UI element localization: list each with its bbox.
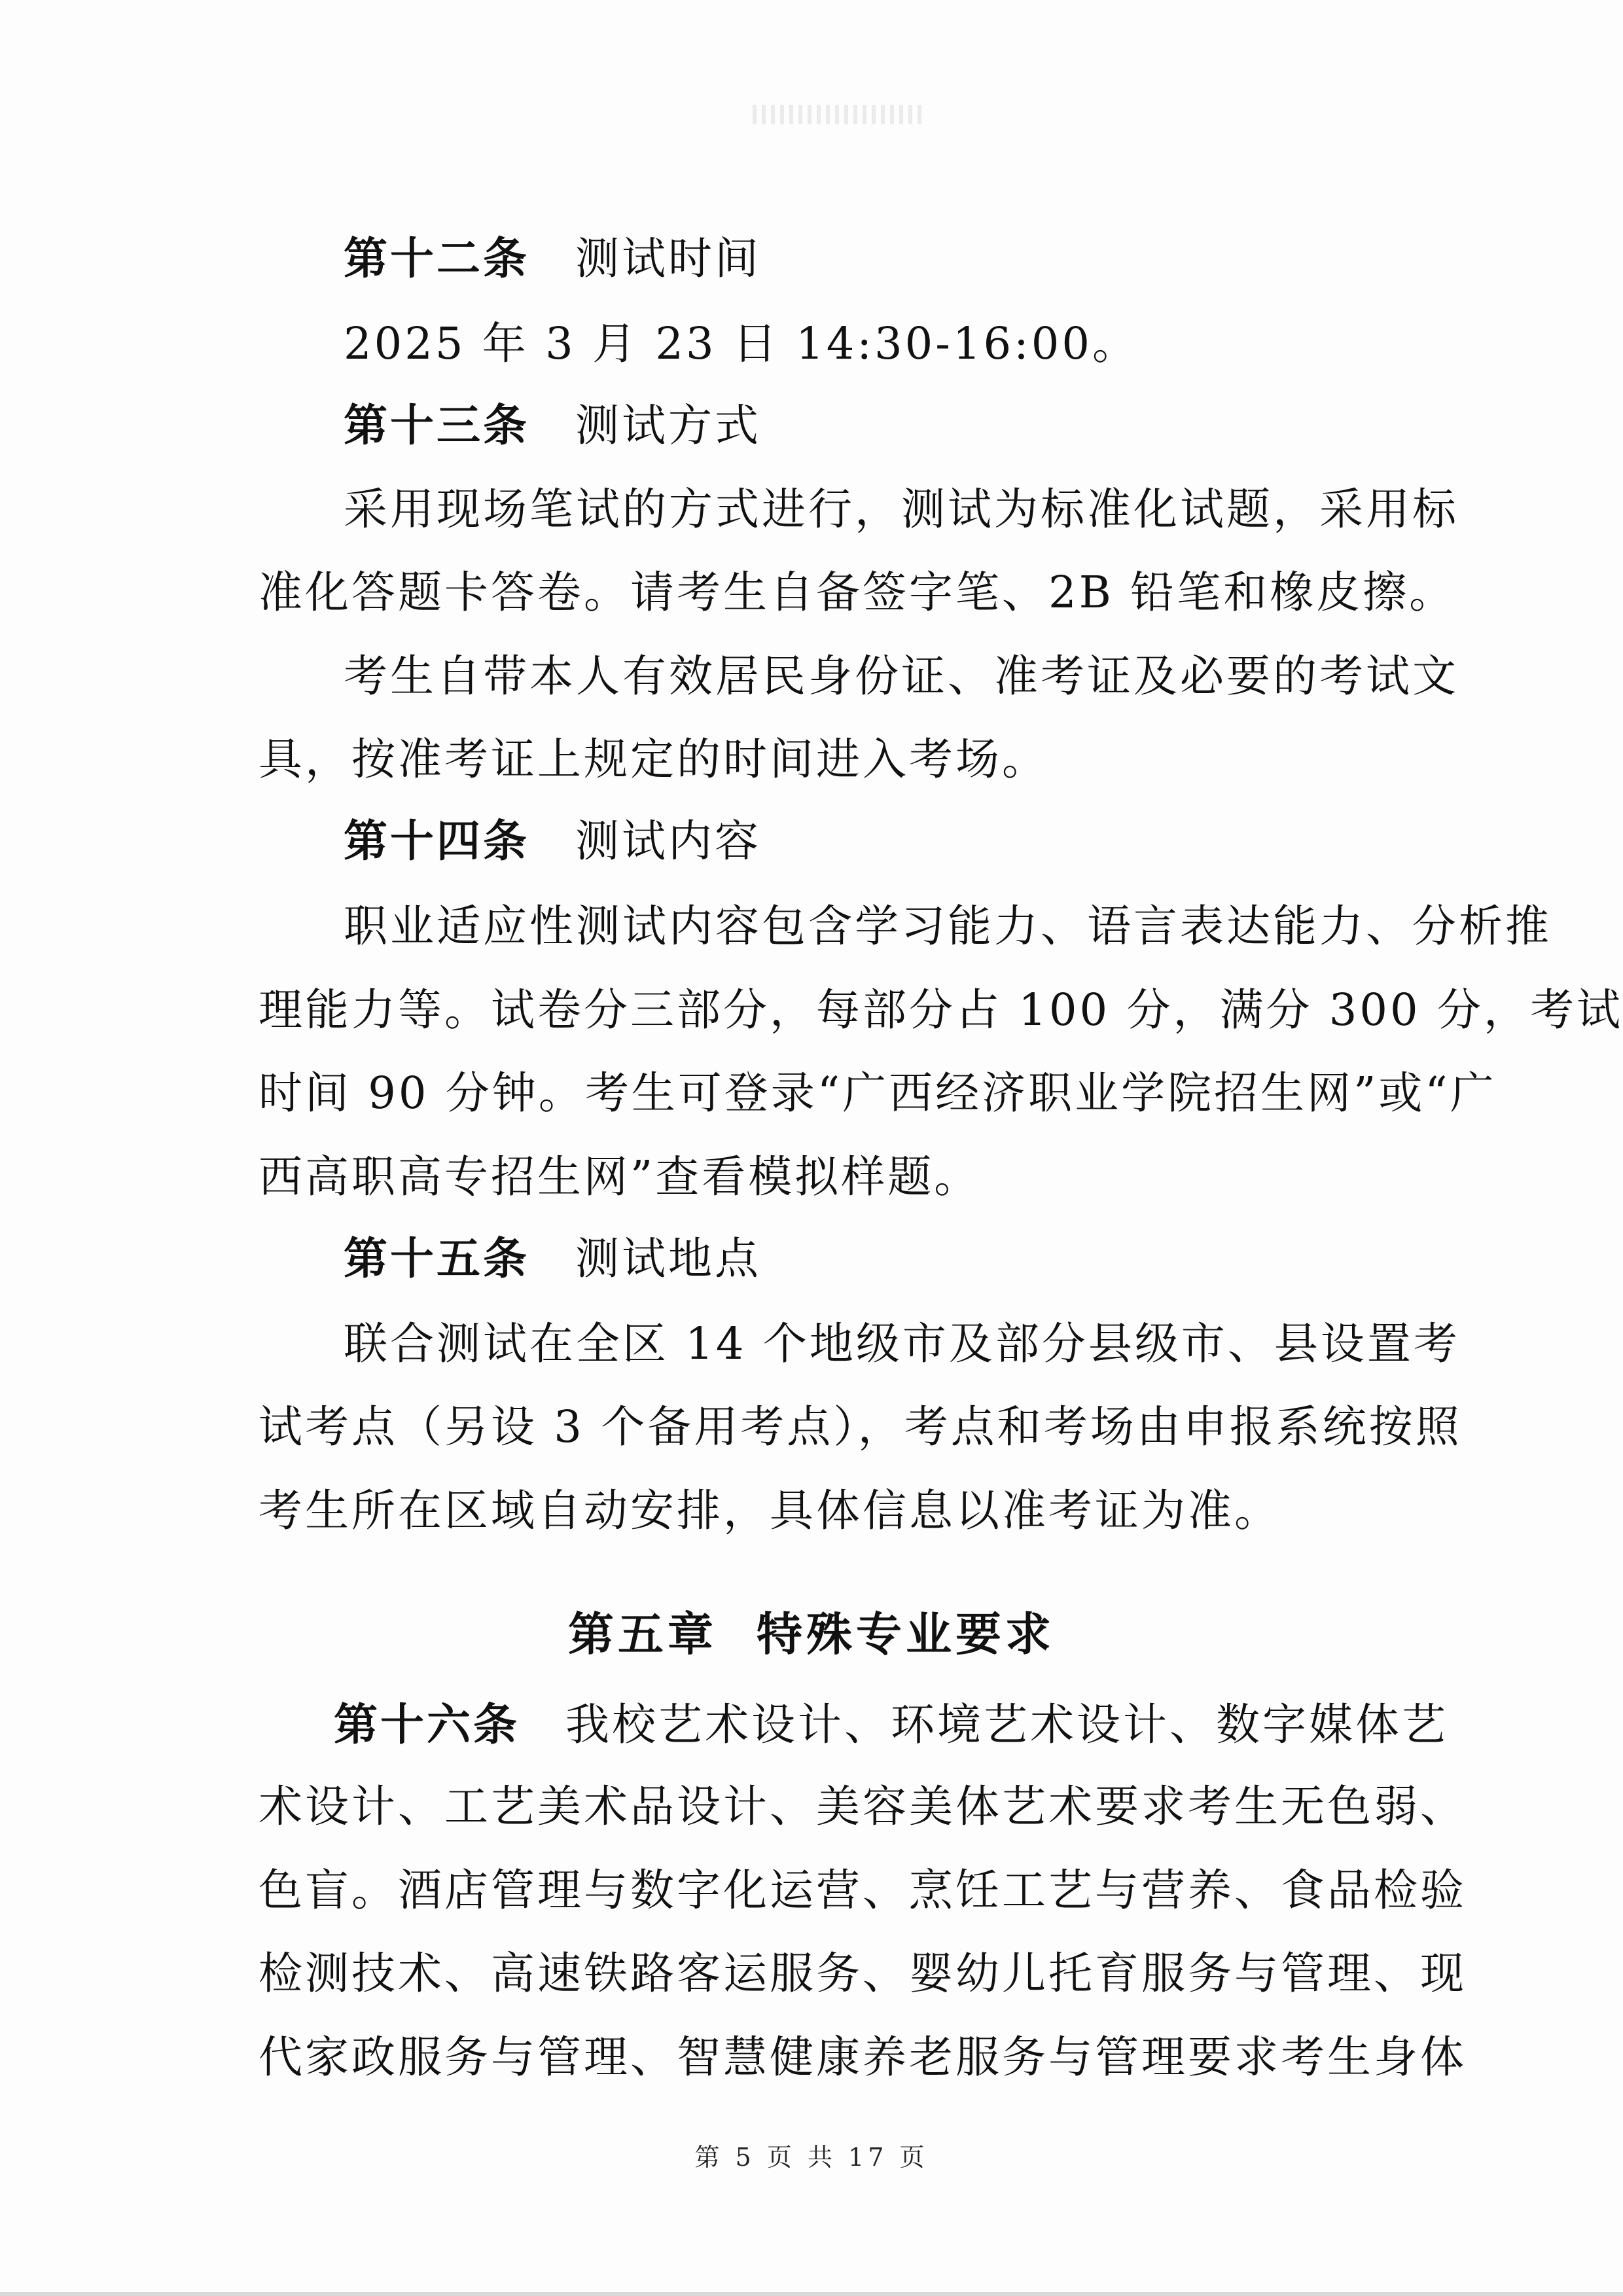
article-number: 第十四条 [344,816,529,867]
scan-bottom-edge [0,2292,1623,2296]
article-16-line-1 [334,1692,1448,1757]
article-title: 测试地点 [575,1233,761,1284]
article-14-line-1: 职业适应性测试内容包含学习能力、语言表达能力、分析推 [344,901,1552,952]
article-13-para-2-line-2: 具，按准考证上规定的时间进入考场。 [259,734,1048,785]
article-13-para-1-line-1: 采用现场笔试的方式进行，测试为标准化试题，采用标 [344,484,1459,535]
chapter-name: 特殊专业要求 [757,1607,1055,1661]
page-number: 第 5 页 共 17 页 [694,2143,929,2172]
article-13-para-2-line-1: 考生自带本人有效居民身份证、准考证及必要的考试文 [344,651,1459,702]
chapter-title [0,1602,1623,1667]
article-12-heading [344,226,1387,291]
article-15-line-1: 联合测试在全区 14 个地级市及部分县级市、县设置考 [344,1318,1460,1369]
scan-artifact [753,105,923,124]
article-13-para-1-line-2: 准化答题卡答卷。请考生自备签字笔、2B 铅笔和橡皮擦。 [259,567,1456,618]
article-16-line-3: 色盲。酒店管理与数字化运营、烹饪工艺与营养、食品检验 [259,1865,1467,1916]
article-15-line-3: 考生所在区域自动安排，具体信息以准考证为准。 [259,1485,1281,1536]
article-14-line-2: 理能力等。试卷分三部分，每部分占 100 分，满分 300 分，考试 [259,984,1623,1035]
article-number: 第十五条 [344,1233,529,1284]
article-text: 我校艺术设计、环境艺术设计、数字媒体艺 [565,1699,1448,1750]
article-15-line-2: 试考点（另设 3 个备用考点），考点和考场由申报系统按照 [259,1401,1462,1452]
chapter-label: 第五章 [568,1607,717,1661]
article-title: 测试时间 [575,233,761,284]
article-16-line-2: 术设计、工艺美术品设计、美容美体艺术要求考生无色弱、 [259,1781,1467,1832]
article-number: 第十三条 [344,400,529,451]
article-number: 第十六条 [334,1699,520,1750]
article-16-line-5: 代家政服务与管理、智慧健康养老服务与管理要求考生身体 [259,2032,1467,2083]
article-13-heading [344,393,1387,458]
article-14-heading [344,808,1387,874]
article-title: 测试方式 [575,400,761,451]
article-title: 测试内容 [575,816,761,867]
article-15-heading [344,1226,1387,1291]
article-number: 第十二条 [344,233,529,284]
article-14-line-3: 时间 90 分钟。考生可登录“广西经济职业学院招生网”或“广 [259,1067,1497,1119]
article-16-line-4: 检测技术、高速铁路客运服务、婴幼儿托育服务与管理、现 [259,1948,1467,1999]
article-14-line-4: 西高职高专招生网”查看模拟样题。 [259,1151,981,1202]
article-12-text: 2025 年 3 月 23 日 14:30-16:00。 [344,318,1139,369]
